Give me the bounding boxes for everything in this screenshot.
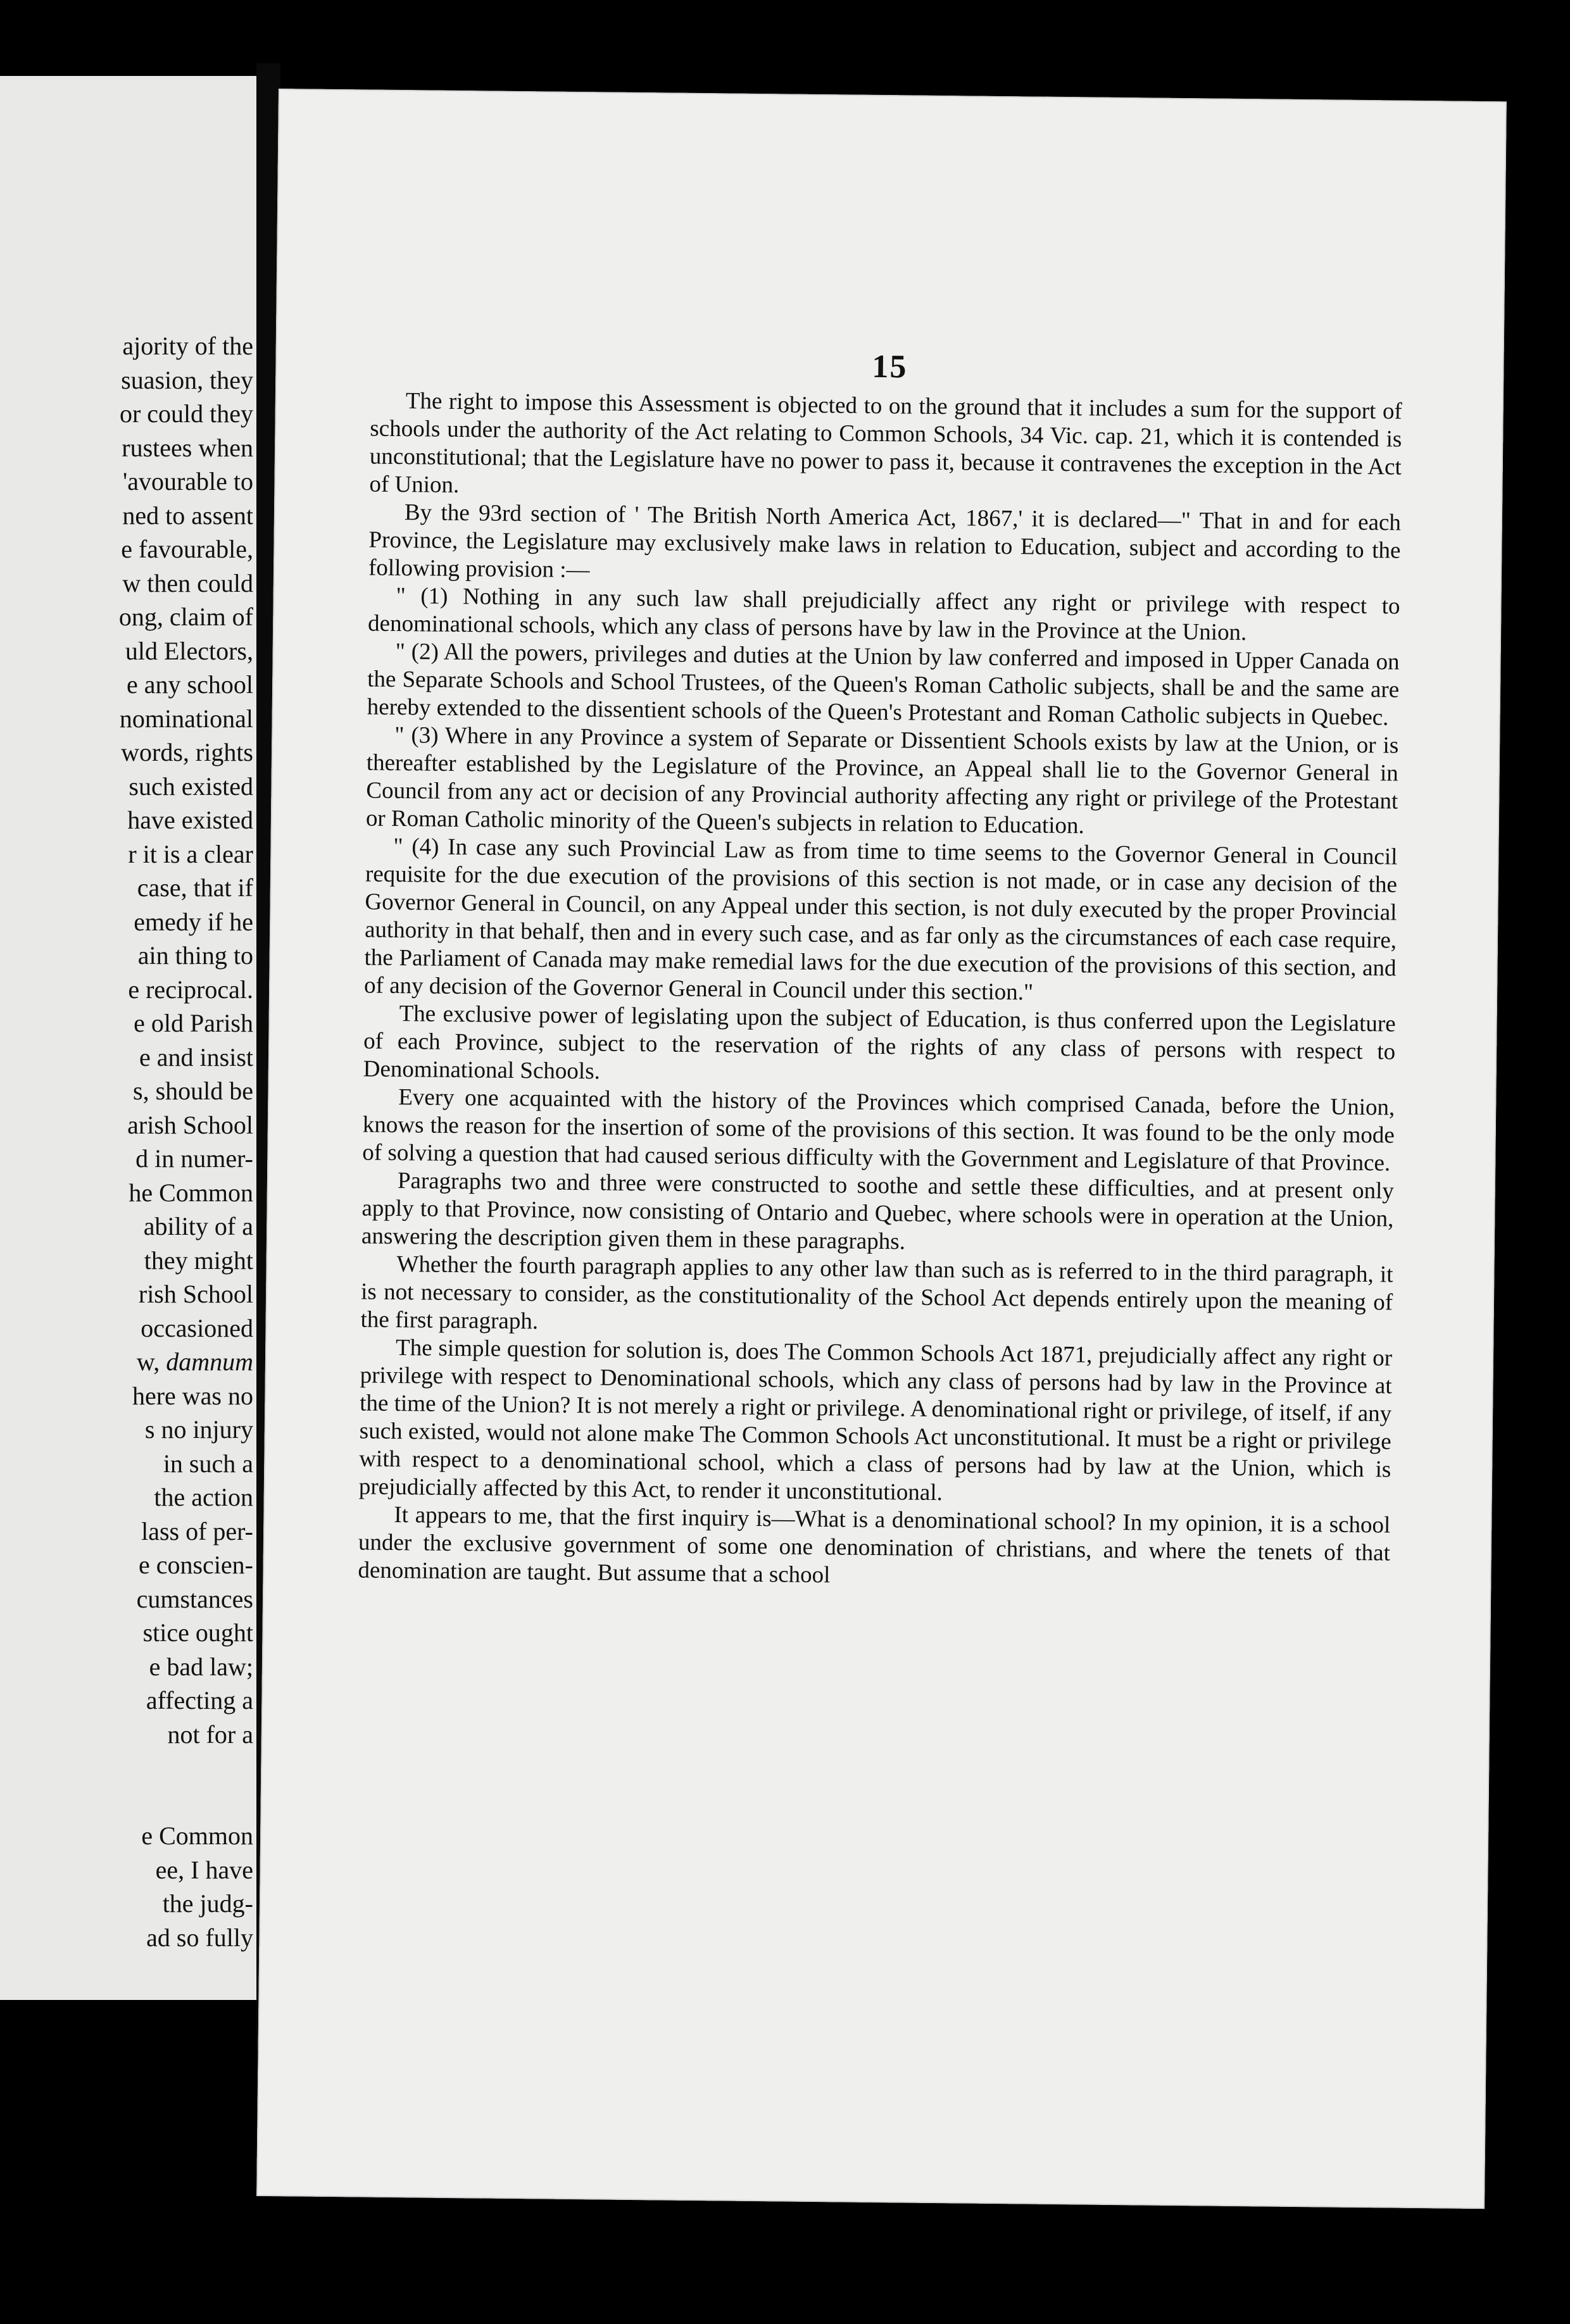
left-page-line: uld Electors, <box>125 636 253 665</box>
left-page-line: emedy if he <box>134 907 253 936</box>
left-page-line: rustees when <box>122 433 253 462</box>
page-body-text <box>358 387 1402 1596</box>
body-paragraph: " (4) In case any such Provincial Law as from time to time seems to the Governor General in Council requisite for the due execution of the provisions of this section is not made, or in case any decision of the Governor General in Council, on any Appeal under this section, is not duly executed by the proper Provincial authority in that behalf, then and in every such case, and as far only as the circumstances of each case require, the Parliament of Canada may make remedial laws for the due execution of the provisions of this section, and of any decision of the Governor General in Council under this section." <box>363 833 1398 1006</box>
left-page-line: ned to assent <box>122 501 253 530</box>
body-paragraph: " (1) Nothing in any such law shall prejudicially affect any right or privilege with respect to denominational schools, which any class of persons have by law in the Province at the Union. <box>367 582 1400 646</box>
left-page-line: r it is a clear <box>128 839 253 868</box>
left-page-line: words, rights <box>121 738 253 766</box>
left-page-line: ability of a <box>143 1212 253 1240</box>
left-page-line: occasioned <box>141 1313 253 1342</box>
left-page-line: ad so fully <box>146 1923 253 1952</box>
left-page-line: w, damnum <box>136 1347 253 1376</box>
left-page <box>0 76 260 2000</box>
left-page-line: rish School <box>138 1280 253 1308</box>
left-page-text <box>0 329 253 1954</box>
left-page-line: s, should be <box>133 1077 253 1105</box>
body-paragraph: Whether the fourth paragraph applies to any other law than such as is referred to in the third paragraph, it is not necessary to consider, as the constitutionality of the School Act depends entirely upon the meaning of the first paragraph. <box>360 1251 1393 1335</box>
body-paragraph: The simple question for solution is, does The Common Schools Act 1871, prejudicially affect any right or privilege with respect to Denominational schools, which any class of persons had by law in the Province at the time of the Union? It is not merely a right or privilege. A denominational right or privilege, of itself, if any such existed, would not alone make The Common Schools Act unconstitutional. It must be a right or privilege with respect to a denominational school, which a class of persons had by law at the Union, which is prejudicially affected by this Act, to render it unconstitutional. <box>358 1335 1393 1506</box>
left-page-line: s no injury <box>144 1415 253 1444</box>
left-page-line: arish School <box>127 1110 253 1139</box>
left-page-line: 'avourable to <box>122 467 253 496</box>
left-page-line: ong, claim of <box>118 603 253 631</box>
left-page-line: the action <box>154 1483 253 1511</box>
right-page <box>256 89 1507 2209</box>
left-page-gap <box>0 1751 253 1819</box>
left-page-line: in such a <box>163 1449 253 1478</box>
left-page-line: cumstances <box>136 1584 253 1613</box>
left-page-line: e favourable, <box>121 535 253 563</box>
left-page-line: e bad law; <box>149 1652 253 1681</box>
left-page-line: nominational <box>119 704 253 733</box>
left-page-line: such existed <box>129 772 253 801</box>
left-page-line: e and insist <box>139 1042 253 1071</box>
left-page-line: he Common <box>129 1178 253 1207</box>
left-page-line: e old Parish <box>134 1009 253 1037</box>
body-paragraph: The right to impose this Assessment is objected to on the ground that it includes a sum for the support of schools under the authority of the Act relating to Common Schools, 34 Vic. cap. 21, which it is contended is unconstitutional; that the Legislature have no power to pass it, because it contravenes the exception in the Act of Union. <box>369 388 1402 499</box>
body-paragraph: " (2) All the powers, privileges and duties at the Union by law conferred and imposed in Upper Canada on the Separate Schools and School Trustees, of the Queen's Roman Catholic subjects, shall be and the same are hereby extended to the dissentient schools of the Queen's Protestant and Roman Catholic subjects in Quebec. <box>367 638 1400 731</box>
left-page-line: not for a <box>167 1720 253 1749</box>
body-paragraph: By the 93rd section of ' The British North America Act, 1867,' it is declared—" That in and for each Province, the Legislature may exclusively make laws in relation to Education, subject and according to the following provision :— <box>368 499 1402 584</box>
left-page-line: d in numer- <box>135 1144 253 1173</box>
left-page-line: here was no <box>132 1381 253 1410</box>
left-page-line: e reciprocal. <box>128 975 253 1004</box>
left-page-line: have existed <box>127 806 253 834</box>
body-paragraph: Every one acquainted with the history of the Provinces which comprised Canada, before the Union, knows the reason for the insertion of some of the provisions of this section. It was found to be the only mode of solving a question that had caused serious difficulty with the Government and Legislature of that Province. <box>362 1084 1395 1177</box>
left-page-line: case, that if <box>137 873 253 902</box>
body-paragraph: The exclusive power of legislating upon the subject of Education, is thus conferred upon the Legislature of each Province, subject to the reservation of the rights of any class of persons with respect to Denominational Schools. <box>363 1001 1396 1085</box>
page-number: 15 <box>872 348 908 385</box>
left-page-line: they might <box>144 1246 253 1275</box>
left-page-line: w then could <box>122 568 253 597</box>
left-page-line: or could they <box>119 399 253 428</box>
left-page-line: suasion, they <box>121 365 253 394</box>
body-paragraph: Paragraphs two and three were constructed to soothe and settle these difficulties, and at present only apply to that Province, now consisting of Ontario and Quebec, where schools were in operation at the Union, answering the description given them in these paragraphs. <box>361 1168 1395 1255</box>
left-page-line: ee, I have <box>155 1855 253 1884</box>
left-page-line: the judg- <box>162 1889 253 1918</box>
left-page-line: lass of per- <box>141 1516 253 1546</box>
left-page-line: e Common <box>141 1821 253 1850</box>
left-page-line: e conscien- <box>138 1551 253 1579</box>
left-page-line: ain thing to <box>137 941 253 970</box>
left-page-line: e any school <box>127 670 253 699</box>
body-paragraph: It appears to me, that the first inquiry is—What is a denominational school? In my opinion, it is a school under the exclusive government of some one denomination of christians, and where the tenets of that denomination are taught. But assume that a school <box>358 1502 1391 1589</box>
left-page-line: affecting a <box>146 1686 253 1715</box>
body-paragraph: " (3) Where in any Province a system of Separate or Dissentient Schools exists by law at the Union, or is thereafter established by the Legislature of the Province, an Appeal shall lie to the Governor General in Council from any act or decision of any Provincial authority affecting any right or privilege of the Protestant or Roman Catholic minority of the Queen's subjects in relation to Education. <box>365 722 1399 839</box>
left-page-line: stice ought <box>142 1618 253 1647</box>
left-page-line: ajority of the <box>122 332 253 360</box>
